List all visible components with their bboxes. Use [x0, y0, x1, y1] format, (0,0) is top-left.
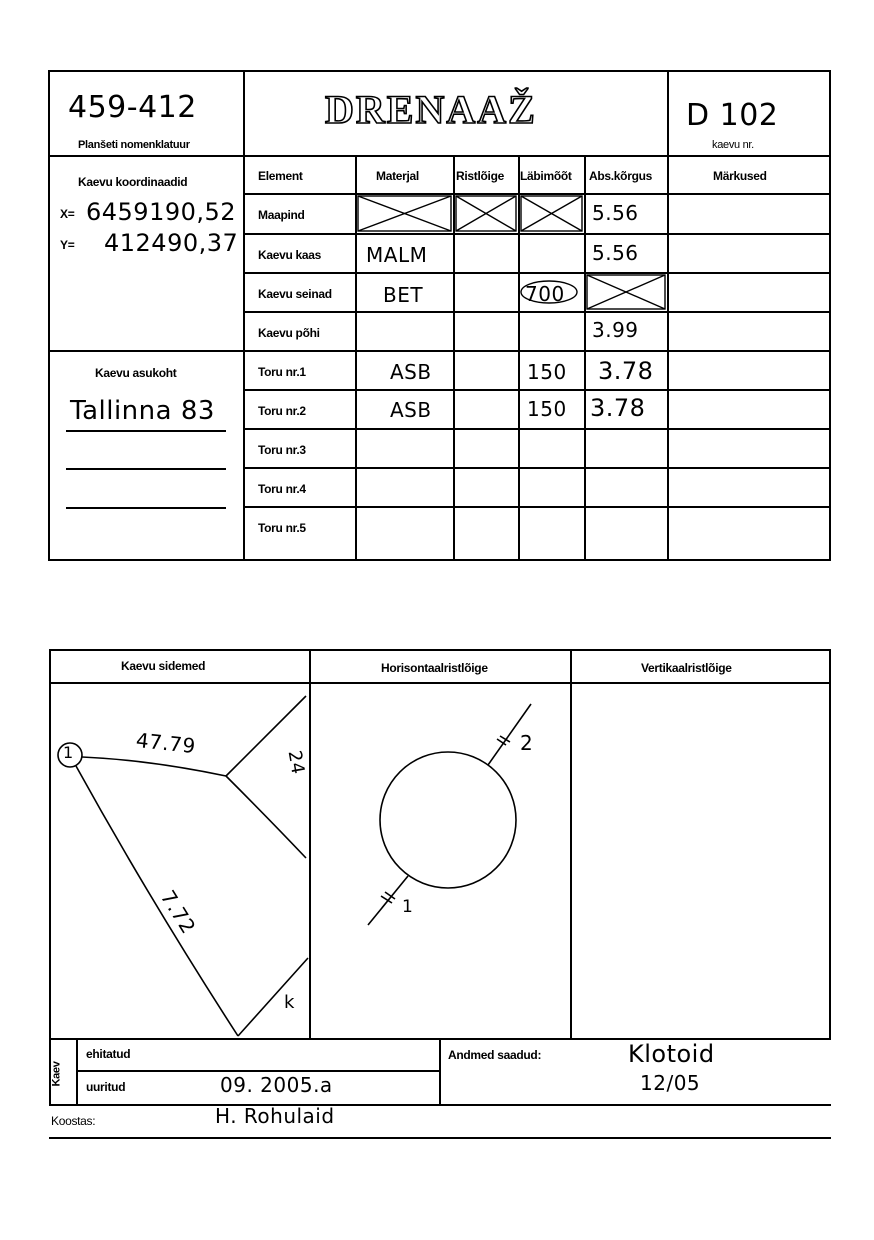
cell-materjal: MALM	[366, 243, 428, 267]
cell-materjal: BET	[383, 283, 424, 307]
coordinates-label: Kaevu koordinaadid	[78, 175, 188, 189]
tie-top-distance: 47.79	[134, 727, 197, 759]
cell-labimoot: 700	[525, 282, 565, 306]
location-value: Tallinna 83	[70, 396, 215, 426]
panel-ties-title: Kaevu sidemed	[121, 659, 206, 673]
cell-materjal: ASB	[390, 398, 432, 422]
cell-labimoot: 150	[527, 397, 567, 421]
well-label: kaevu nr.	[712, 139, 754, 151]
y-value: 412490,37	[104, 229, 239, 257]
well-number: D 102	[686, 98, 779, 133]
pipe-label-1: 1	[402, 897, 414, 917]
row-element: Toru nr.5	[258, 521, 306, 535]
row-element: Kaevu kaas	[258, 248, 322, 262]
built-label: ehitatud	[86, 1047, 131, 1061]
col-materjal: Materjal	[376, 169, 419, 183]
form-title: DRENAAŽ	[325, 87, 537, 132]
tie-right-top: 24	[283, 748, 309, 777]
row-element: Maapind	[258, 208, 305, 222]
compiled-value: H. Rohulaid	[215, 1104, 335, 1128]
row-element: Toru nr.2	[258, 404, 306, 418]
data-received-value-2: 12/05	[640, 1071, 701, 1095]
surveyed-value: 09. 2005.a	[220, 1073, 333, 1097]
row-element: Toru nr.4	[258, 482, 306, 496]
cell-materjal: ASB	[390, 360, 432, 384]
sheet-label: Planšeti nomenklatuur	[78, 139, 190, 151]
well-marker: 1	[63, 743, 74, 762]
cell-abs: 5.56	[592, 201, 639, 225]
location-label: Kaevu asukoht	[95, 366, 177, 380]
panel-vertical-title: Vertikaalristlõige	[641, 661, 732, 675]
row-element: Toru nr.3	[258, 443, 306, 457]
row-element: Toru nr.1	[258, 365, 306, 379]
compiled-label: Koostas:	[51, 1114, 96, 1128]
col-markused: Märkused	[713, 169, 767, 183]
cell-abs: 3.99	[592, 318, 639, 342]
col-ristloige: Ristlõige	[456, 169, 504, 183]
tie-diag-distance: 7.72	[155, 885, 201, 939]
cell-abs: 3.78	[598, 357, 654, 385]
cell-abs: 3.78	[590, 394, 646, 422]
cell-labimoot: 150	[527, 360, 567, 384]
surveyed-label: uuritud	[86, 1080, 126, 1094]
col-labimoot: Läbimõõt	[520, 169, 572, 183]
row-element: Kaevu põhi	[258, 326, 320, 340]
pipe-label-2: 2	[520, 731, 534, 755]
col-abs-korgus: Abs.kõrgus	[589, 169, 653, 183]
tie-right-bottom: k	[284, 992, 295, 1013]
data-received-label: Andmed saadud:	[448, 1048, 542, 1062]
x-label: X=	[60, 207, 75, 221]
data-received-value-1: Klotoid	[628, 1040, 715, 1068]
y-label: Y=	[60, 238, 75, 252]
footer-side-label: Kaev	[50, 1061, 63, 1087]
sheet-number: 459-412	[68, 90, 197, 125]
row-element: Kaevu seinad	[258, 287, 332, 301]
col-element: Element	[258, 169, 303, 183]
cell-abs: 5.56	[592, 241, 639, 265]
panel-horizontal-title: Horisontaalristlõige	[381, 661, 488, 675]
x-value: 6459190,52	[86, 198, 237, 226]
